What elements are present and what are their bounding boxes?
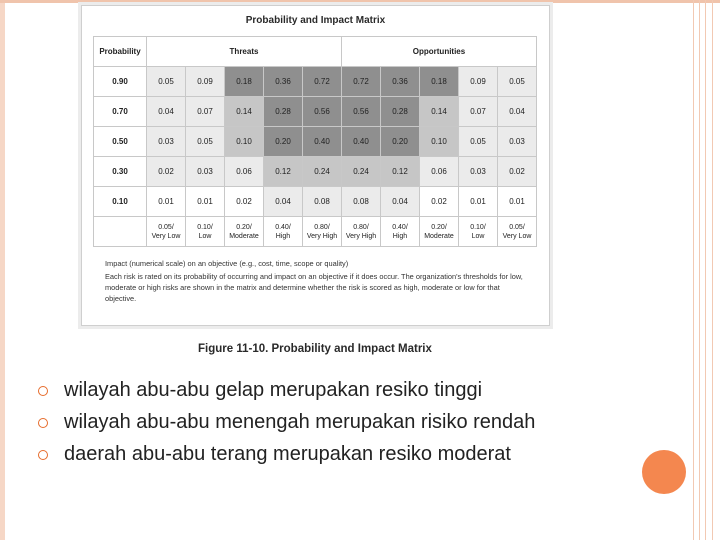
matrix-row [94,67,537,97]
impact-level: Very High [345,232,377,240]
bullet-item [38,374,535,406]
left-edge-accent [0,0,5,540]
matrix-cell: 0.56 [342,97,381,127]
figure-title: Probability and Impact Matrix [245,15,386,26]
impact-scale-row [94,217,537,247]
right-decor-line-2 [699,0,700,540]
impact-value: 0.40/ [392,223,408,231]
matrix-cell: 0.28 [381,97,420,127]
matrix-cell: 0.08 [342,187,381,217]
impact-level: Low [471,232,485,240]
impact-level: Very Low [502,232,532,240]
top-accent-line [0,0,720,3]
header-probability: Probability [94,37,147,67]
figure-caption: Figure 11-10. Probability and Impact Matrix [198,343,432,355]
matrix-cell: 0.06 [225,157,264,187]
matrix-cell: 0.01 [186,187,225,217]
impact-value: 0.20/ [431,223,447,231]
right-decor-line-4 [712,0,713,540]
impact-value: 0.10/ [197,223,213,231]
matrix-cell: 0.07 [459,97,498,127]
bullet-item [38,438,535,470]
impact-row-spacer [94,217,147,247]
probability-impact-matrix [93,36,537,247]
matrix-cell: 0.12 [264,157,303,187]
matrix-cell: 0.03 [147,127,186,157]
matrix-cell: 0.04 [264,187,303,217]
matrix-cell: 0.20 [264,127,303,157]
matrix-cell: 0.18 [225,67,264,97]
probability-value: 0.30 [94,157,147,187]
matrix-cell: 0.01 [498,187,537,217]
matrix-cell: 0.09 [186,67,225,97]
matrix-cell: 0.12 [381,157,420,187]
matrix-cell: 0.56 [303,97,342,127]
matrix-cell: 0.03 [186,157,225,187]
matrix-cell: 0.06 [420,157,459,187]
impact-label [381,217,420,247]
impact-label [459,217,498,247]
probability-value: 0.70 [94,97,147,127]
impact-label [225,217,264,247]
matrix-cell: 0.72 [303,67,342,97]
matrix-cell: 0.04 [381,187,420,217]
matrix-cell: 0.02 [147,157,186,187]
figure-notes [105,258,525,304]
matrix-cell: 0.09 [459,67,498,97]
bullet-text: daerah abu-abu terang merupakan resiko moderat [64,443,511,465]
orange-circle-decoration [642,450,686,494]
right-decor-line-3 [705,0,706,540]
matrix-cell: 0.14 [225,97,264,127]
matrix-cell: 0.36 [264,67,303,97]
matrix-cell: 0.02 [420,187,459,217]
impact-label [186,217,225,247]
bullet-text: wilayah abu-abu menengah merupakan risiko rendah [64,411,536,433]
matrix-cell: 0.18 [420,67,459,97]
matrix-row [94,97,537,127]
matrix-cell: 0.10 [225,127,264,157]
impact-level: Low [198,232,212,240]
header-opportunities: Opportunities [342,37,537,67]
circle-bullet-icon [38,386,48,396]
matrix-cell: 0.05 [147,67,186,97]
matrix-cell: 0.04 [147,97,186,127]
impact-level: Moderate [424,232,454,240]
matrix-cell: 0.05 [186,127,225,157]
probability-value: 0.90 [94,67,147,97]
impact-level: High [275,232,291,240]
bullet-text: wilayah abu-abu gelap merupakan resiko tinggi [64,379,483,401]
matrix-header-row [94,37,537,67]
impact-value: 0.05/ [158,223,174,231]
matrix-cell: 0.40 [303,127,342,157]
impact-value: 0.40/ [275,223,291,231]
matrix-cell: 0.02 [225,187,264,217]
matrix-cell: 0.03 [498,127,537,157]
matrix-cell: 0.40 [342,127,381,157]
matrix-row [94,187,537,217]
matrix-description: Each risk is rated on its probability of occurring and impact on an objective if it does occur. The organization's thresholds for low, moderate or high risks are shown in the matrix and determine whether the risk is scored as high, moderate or low for that objective. [105,272,523,303]
matrix-cell: 0.02 [498,157,537,187]
circle-bullet-icon [38,450,48,460]
matrix-cell: 0.05 [498,67,537,97]
bullet-list [38,374,535,470]
probability-value: 0.10 [94,187,147,217]
matrix-cell: 0.20 [381,127,420,157]
matrix-cell: 0.08 [303,187,342,217]
impact-value: 0.80/ [314,223,330,231]
matrix-cell: 0.05 [459,127,498,157]
impact-level: Very Low [151,232,181,240]
matrix-cell: 0.28 [264,97,303,127]
impact-label [420,217,459,247]
bullet-item [38,406,535,438]
impact-label [498,217,537,247]
matrix-cell: 0.04 [498,97,537,127]
matrix-row [94,127,537,157]
matrix-cell: 0.07 [186,97,225,127]
matrix-cell: 0.03 [459,157,498,187]
circle-bullet-icon [38,418,48,428]
impact-value: 0.05/ [509,223,525,231]
matrix-cell: 0.10 [420,127,459,157]
impact-label [303,217,342,247]
probability-value: 0.50 [94,127,147,157]
impact-label [342,217,381,247]
matrix-cell: 0.14 [420,97,459,127]
impact-value: 0.80/ [353,223,369,231]
matrix-cell: 0.24 [303,157,342,187]
impact-scale-note: Impact (numerical scale) on an objective (e.g., cost, time, scope or quality) [105,259,349,268]
probability-impact-figure [81,5,550,326]
impact-level: High [392,232,408,240]
matrix-cell: 0.01 [459,187,498,217]
matrix-cell: 0.36 [381,67,420,97]
impact-value: 0.20/ [236,223,252,231]
header-threats: Threats [147,37,342,67]
impact-value: 0.10/ [470,223,486,231]
impact-label [147,217,186,247]
matrix-row [94,157,537,187]
impact-label [264,217,303,247]
matrix-cell: 0.72 [342,67,381,97]
impact-level: Moderate [229,232,259,240]
matrix-cell: 0.24 [342,157,381,187]
impact-level: Very High [306,232,338,240]
matrix-cell: 0.01 [147,187,186,217]
right-decor-line-1 [693,0,694,540]
